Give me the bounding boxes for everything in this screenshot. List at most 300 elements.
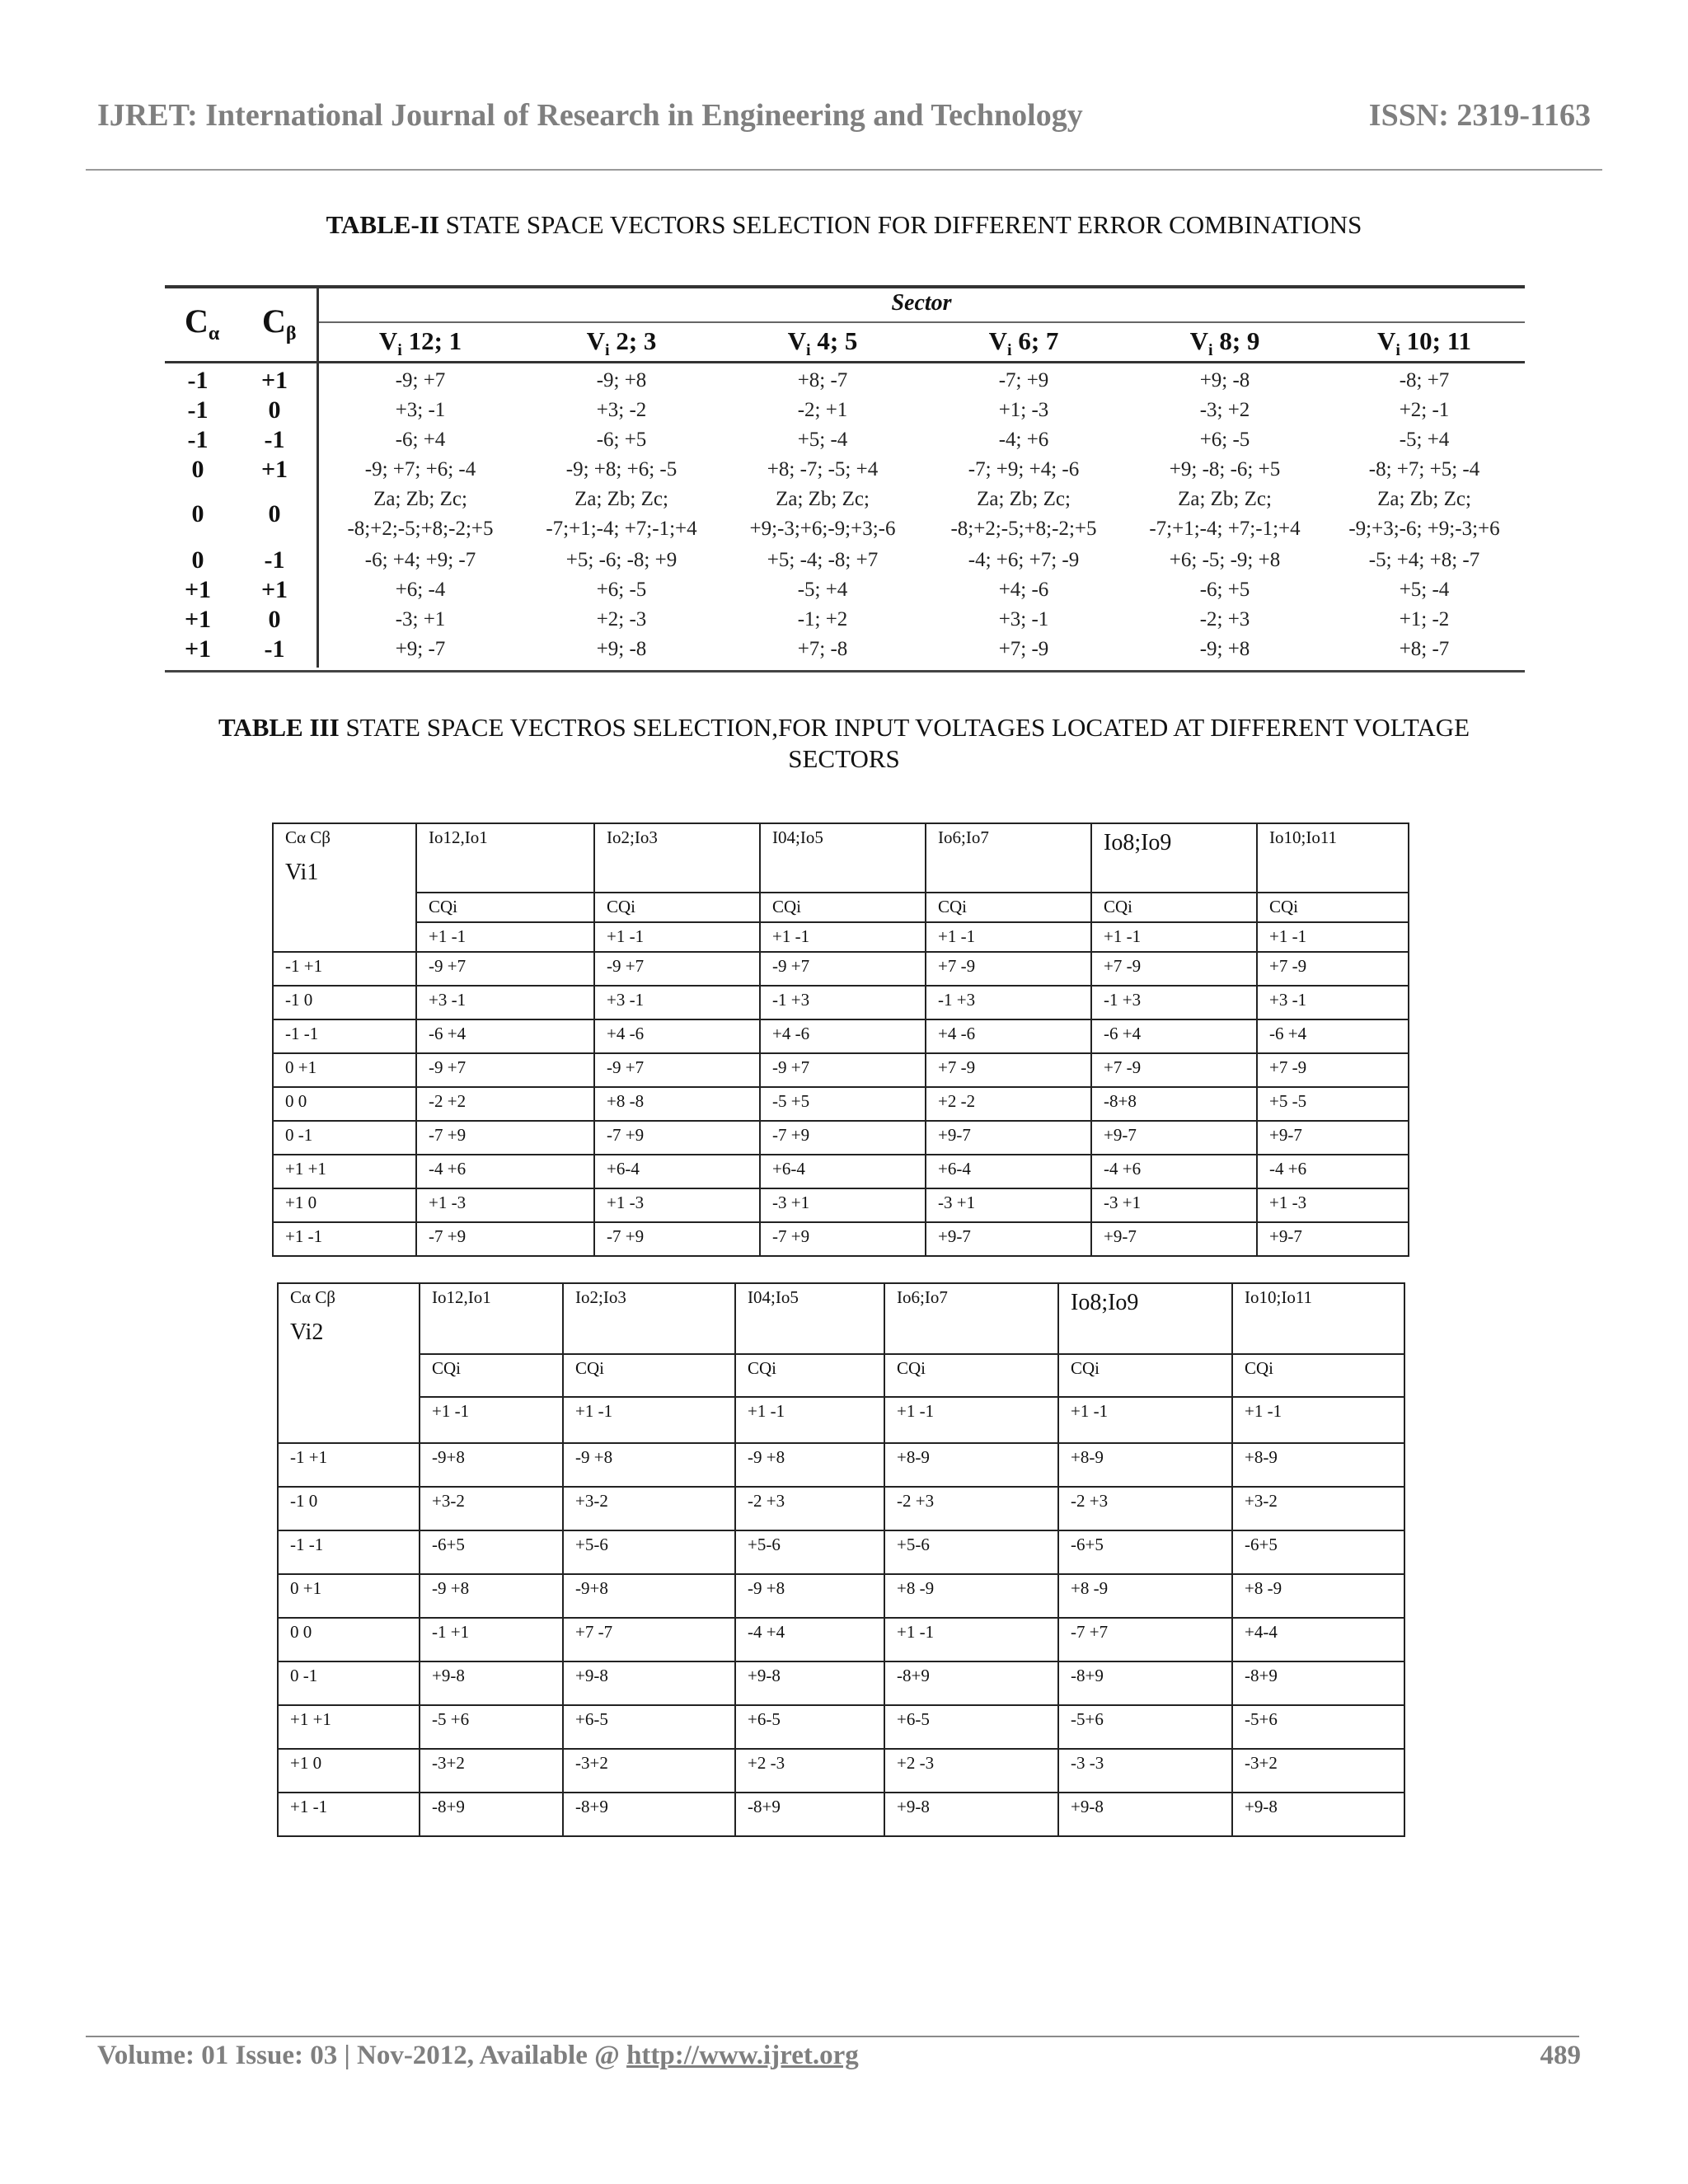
table-cell: -9; +8; +6; -5 <box>565 458 678 480</box>
table-cell: -8+9 <box>884 1661 1058 1705</box>
table-cell: +9-7 <box>1091 1222 1257 1256</box>
table-row <box>165 575 1525 604</box>
table-cell: +8 -9 <box>1232 1574 1404 1618</box>
table-row <box>278 1530 1404 1574</box>
table-cell: +7 -9 <box>926 1053 1091 1087</box>
cqi-cell: CQi <box>1091 893 1257 922</box>
table-cell: -9 +8 <box>420 1574 563 1618</box>
table-cell: +9; -8 <box>596 638 647 660</box>
table-cell: -8; +7 <box>1399 369 1450 391</box>
table-cell: -1 +3 <box>926 986 1091 1019</box>
table-cell: -3; +1 <box>395 608 446 630</box>
table-cell: -9; +7; +6; -4 <box>364 458 476 480</box>
table-cell: -5+6 <box>1232 1705 1404 1749</box>
table2-caption-text: STATE SPACE VECTORS SELECTION FOR DIFFERENT ERROR COMBINATIONS <box>438 210 1362 239</box>
table-cell: +9-7 <box>926 1222 1091 1256</box>
table-cell: -9+8 <box>563 1574 735 1618</box>
table-cell: +9-7 <box>1257 1121 1409 1155</box>
table2-sector-label: Sector <box>891 290 952 316</box>
table-cell: -3 +1 <box>760 1188 926 1222</box>
table2-bottom-rule <box>165 670 1525 673</box>
table-row <box>278 1661 1404 1705</box>
sign-cell: +1 -1 <box>1091 922 1257 952</box>
row-label: -1 +1 <box>273 952 416 986</box>
header-row <box>273 823 1409 893</box>
column-header: Io12,Io1 <box>416 823 594 893</box>
table-row <box>278 1443 1404 1487</box>
table-cell: -5; +4 <box>1399 429 1450 451</box>
table-cell: +2 -3 <box>884 1749 1058 1793</box>
row-label: 0 0 <box>273 1087 416 1121</box>
table-cell: -3 +1 <box>926 1188 1091 1222</box>
cqi-row <box>278 1354 1404 1397</box>
table-cell: +6; -4 <box>395 579 446 601</box>
table-cell: -2; +3 <box>1199 608 1250 630</box>
table-cell: -7 +9 <box>594 1121 760 1155</box>
table-cell: -2 +3 <box>1058 1487 1232 1530</box>
table-cell: Za; Zb; Zc; -7;+1;-4; +7;-1;+4 <box>1149 488 1301 540</box>
row-label: +1 +1 <box>278 1705 420 1749</box>
table-cell: +6-4 <box>594 1155 760 1188</box>
table-cell: -8; +7; +5; -4 <box>1368 458 1480 480</box>
cqi-cell: CQi <box>563 1354 735 1397</box>
table-cell: +9-8 <box>1058 1793 1232 1836</box>
corner-label: Cα Cβ <box>285 827 331 847</box>
table-cell: -3+2 <box>1232 1749 1404 1793</box>
table-cell: +1; -2 <box>1399 608 1450 630</box>
table-cell: -2 +3 <box>884 1487 1058 1530</box>
table-cell: +5; -4 <box>797 429 848 451</box>
column-header: Io8;Io9 <box>1058 1283 1232 1354</box>
table-cell: Za; Zb; Zc; +9;-3;+6;-9;+3;-6 <box>749 488 896 540</box>
cqi-row <box>273 893 1409 922</box>
table-row <box>273 1053 1409 1087</box>
footer-volume: Volume: 01 Issue: 03 | Nov-2012, Available @ http://www.ijret.org <box>97 2041 859 2070</box>
table-row <box>273 952 1409 986</box>
table3-vi2 <box>277 1282 1405 1837</box>
sign-cell: +1 -1 <box>735 1397 884 1443</box>
table-cell: +4; -6 <box>998 579 1049 601</box>
table-cell: +9-8 <box>884 1793 1058 1836</box>
table-cell: -9 +7 <box>416 952 594 986</box>
table-cell: -9 +8 <box>735 1574 884 1618</box>
row-label: -1 -1 <box>273 1019 416 1053</box>
table-cell: +5; -4; -8; +7 <box>767 549 879 571</box>
row-cbeta: -1 <box>264 426 285 453</box>
footer-divider <box>86 2036 1579 2037</box>
table-cell: -1 +3 <box>1091 986 1257 1019</box>
sign-cell: +1 -1 <box>416 922 594 952</box>
row-cbeta: -1 <box>264 635 285 663</box>
table-cell: +6; -5 <box>596 579 647 601</box>
table-cell: +8; -7; -5; +4 <box>767 458 879 480</box>
row-cbeta: 0 <box>268 500 281 527</box>
table-cell: +9-8 <box>563 1661 735 1705</box>
table-row <box>165 396 1525 424</box>
table-cell: +8-9 <box>1058 1443 1232 1487</box>
table-cell: -5 +6 <box>420 1705 563 1749</box>
row-calpha: 0 <box>191 546 204 574</box>
table-row <box>278 1705 1404 1749</box>
table-cell: -8+9 <box>420 1793 563 1836</box>
table-cell: -1 +1 <box>420 1618 563 1661</box>
sign-row <box>278 1397 1404 1443</box>
table-cell: +7 -9 <box>1091 1053 1257 1087</box>
sign-cell: +1 -1 <box>563 1397 735 1443</box>
sign-cell: +1 -1 <box>1232 1397 1404 1443</box>
table2 <box>165 285 1525 673</box>
table-cell: +4 -6 <box>760 1019 926 1053</box>
row-label: -1 +1 <box>278 1443 420 1487</box>
table-cell: +5-6 <box>735 1530 884 1574</box>
table-cell: -7; +9; +4; -6 <box>968 458 1080 480</box>
table-cell: -6 +4 <box>1257 1019 1409 1053</box>
table-cell: -8+9 <box>735 1793 884 1836</box>
table-row <box>273 1188 1409 1222</box>
table-cell: +9; -7 <box>395 638 446 660</box>
table3-caption-label: TABLE III <box>218 713 340 742</box>
row-label: 0 -1 <box>278 1661 420 1705</box>
table-cell: +3-2 <box>1232 1487 1404 1530</box>
table-cell: -9 +7 <box>760 952 926 986</box>
table-row <box>273 1121 1409 1155</box>
cqi-cell: CQi <box>1232 1354 1404 1397</box>
table-cell: -4; +6; +7; -9 <box>968 549 1080 571</box>
row-calpha: 0 <box>191 456 204 483</box>
table-cell: -3+2 <box>563 1749 735 1793</box>
table3-caption <box>124 712 1564 775</box>
table-cell: +3-2 <box>420 1487 563 1530</box>
table-cell: Za; Zb; Zc; -7;+1;-4; +7;-1;+4 <box>546 488 697 540</box>
table-cell: +8 -9 <box>884 1574 1058 1618</box>
sign-cell: +1 -1 <box>760 922 926 952</box>
table2-sector-col-1: $V_i$ 12; 1 <box>378 326 462 360</box>
column-header: Io10;Io11 <box>1232 1283 1404 1354</box>
table-row <box>273 986 1409 1019</box>
table-cell: +4 -6 <box>926 1019 1091 1053</box>
table2-caption-label: TABLE-II <box>326 210 439 239</box>
table2-sector-col-2: $V_i$ 2; 3 <box>586 326 657 360</box>
table-cell: -7 +9 <box>760 1222 926 1256</box>
column-header: Io2;Io3 <box>594 823 760 893</box>
table-cell: -3; +2 <box>1199 399 1250 421</box>
row-label: -1 0 <box>278 1487 420 1530</box>
table3-caption-line2: SECTORS <box>788 744 900 773</box>
table-cell: -9 +7 <box>416 1053 594 1087</box>
table-cell: +6-5 <box>735 1705 884 1749</box>
table-row <box>165 546 1525 574</box>
table-cell: -8+9 <box>1058 1661 1232 1705</box>
corner-cell <box>273 823 416 952</box>
row-calpha: -1 <box>187 367 209 394</box>
column-header: Io2;Io3 <box>563 1283 735 1354</box>
table-cell: Za; Zb; Zc; -9;+3;-6; +9;-3;+6 <box>1348 488 1500 540</box>
sign-cell: +1 -1 <box>884 1397 1058 1443</box>
row-calpha: +1 <box>184 606 212 633</box>
table-cell: +6-4 <box>760 1155 926 1188</box>
table-cell: +1 -3 <box>594 1188 760 1222</box>
table-cell: +9; -8; -6; +5 <box>1169 458 1281 480</box>
table-cell: +5-6 <box>563 1530 735 1574</box>
table-cell: -1 +3 <box>760 986 926 1019</box>
table-cell: -4 +6 <box>416 1155 594 1188</box>
table-cell: +5-6 <box>884 1530 1058 1574</box>
table-row <box>273 1087 1409 1121</box>
table-cell: -9+8 <box>420 1443 563 1487</box>
column-header: Io10;Io11 <box>1257 823 1409 893</box>
table-cell: +4 -6 <box>594 1019 760 1053</box>
row-label: -1 -1 <box>278 1530 420 1574</box>
table-cell: +5 -5 <box>1257 1087 1409 1121</box>
sign-row <box>273 922 1409 952</box>
table-cell: +6-5 <box>884 1705 1058 1749</box>
table-cell: +2; -1 <box>1399 399 1450 421</box>
row-calpha: -1 <box>187 426 209 453</box>
table-cell: +6-4 <box>926 1155 1091 1188</box>
table-cell: -5; +4 <box>797 579 848 601</box>
table-cell: -7 +9 <box>760 1121 926 1155</box>
table-cell: -2 +3 <box>735 1487 884 1530</box>
table-cell: +9-8 <box>735 1661 884 1705</box>
table-cell: +5; -6; -8; +9 <box>565 549 678 571</box>
table-cell: -2; +1 <box>797 399 848 421</box>
table-cell: -9; +7 <box>395 369 446 391</box>
page-number: 489 <box>1540 2041 1581 2070</box>
table-cell: +7 -9 <box>926 952 1091 986</box>
row-label: 0 0 <box>278 1618 420 1661</box>
table-cell: -3 -3 <box>1058 1749 1232 1793</box>
table-cell: -7 +9 <box>416 1121 594 1155</box>
table-cell: +8-9 <box>1232 1443 1404 1487</box>
table-cell: -6 +4 <box>1091 1019 1257 1053</box>
table-cell: -9; +8 <box>1199 638 1250 660</box>
table-cell: +3 -1 <box>1257 986 1409 1019</box>
row-label: -1 0 <box>273 986 416 1019</box>
cqi-cell: CQi <box>884 1354 1058 1397</box>
table-cell: -6; +4 <box>395 429 446 451</box>
cqi-cell: CQi <box>1058 1354 1232 1397</box>
table-cell: -4 +4 <box>735 1618 884 1661</box>
journal-title: IJRET: International Journal of Research in Engineering and Technology <box>97 98 1083 133</box>
sign-cell: +1 -1 <box>420 1397 563 1443</box>
table-row <box>273 1155 1409 1188</box>
table-cell: +8; -7 <box>1399 638 1450 660</box>
column-header: I04;Io5 <box>760 823 926 893</box>
table-cell: -2 +2 <box>416 1087 594 1121</box>
table-row <box>165 485 1525 544</box>
table-cell: -9 +8 <box>735 1443 884 1487</box>
table-cell: -8+9 <box>563 1793 735 1836</box>
table-cell: +3 -1 <box>416 986 594 1019</box>
table2-sector-col-5: $V_i$ 8; 9 <box>1189 326 1260 360</box>
table2-header-rule <box>165 361 1525 363</box>
table-cell: +5; -4 <box>1399 579 1450 601</box>
cqi-cell: CQi <box>760 893 926 922</box>
table-row <box>278 1487 1404 1530</box>
row-label: +1 +1 <box>273 1155 416 1188</box>
table3-vi1 <box>272 823 1409 1257</box>
table-cell: Za; Zb; Zc; -8;+2;-5;+8;-2;+5 <box>347 488 494 540</box>
column-header: Io12,Io1 <box>420 1283 563 1354</box>
row-label: +1 0 <box>273 1188 416 1222</box>
table-cell: +2 -3 <box>735 1749 884 1793</box>
journal-link[interactable]: http://www.ijret.org <box>626 2041 859 2070</box>
column-header: Io6;Io7 <box>926 823 1091 893</box>
table-cell: +2; -3 <box>596 608 647 630</box>
row-label: +1 -1 <box>273 1222 416 1256</box>
table-row <box>165 425 1525 454</box>
table-row <box>278 1574 1404 1618</box>
vi-label: Vi1 <box>285 860 319 885</box>
table-cell: -9 +7 <box>594 1053 760 1087</box>
table-cell: +8; -7 <box>797 369 848 391</box>
table-cell: +1 -3 <box>416 1188 594 1222</box>
row-label: +1 0 <box>278 1749 420 1793</box>
table-cell: -6; +4; +9; -7 <box>364 549 476 571</box>
table-cell: +7 -9 <box>1091 952 1257 986</box>
table-cell: +8 -9 <box>1058 1574 1232 1618</box>
table-cell: -1; +2 <box>797 608 848 630</box>
table-cell: -6+5 <box>1232 1530 1404 1574</box>
table-cell: -3+2 <box>420 1749 563 1793</box>
table-cell: -4 +6 <box>1091 1155 1257 1188</box>
table-cell: +9-7 <box>1091 1121 1257 1155</box>
table-cell: +3; -1 <box>395 399 446 421</box>
row-cbeta: +1 <box>260 456 288 483</box>
issn: ISSN: 2319-1163 <box>1368 98 1591 133</box>
cqi-cell: CQi <box>420 1354 563 1397</box>
table2-sector-col-3: $V_i$ 4; 5 <box>787 326 858 360</box>
sign-cell: +1 -1 <box>1257 922 1409 952</box>
table-cell: -9 +7 <box>760 1053 926 1087</box>
table-cell: -4; +6 <box>998 429 1049 451</box>
row-calpha: 0 <box>191 500 204 527</box>
table-cell: +1 -3 <box>1257 1188 1409 1222</box>
row-calpha: +1 <box>184 576 212 603</box>
row-label: +1 -1 <box>278 1793 420 1836</box>
column-header: Io8;Io9 <box>1091 823 1257 893</box>
table-cell: -6 +4 <box>416 1019 594 1053</box>
table-cell: -9; +8 <box>596 369 647 391</box>
table2-top-rule <box>165 285 1525 288</box>
row-cbeta: +1 <box>260 576 288 603</box>
table-row <box>278 1749 1404 1793</box>
row-cbeta: 0 <box>268 396 281 424</box>
corner-cell <box>278 1283 420 1443</box>
table-cell: -9 +8 <box>563 1443 735 1487</box>
table-cell: -3 +1 <box>1091 1188 1257 1222</box>
table-row <box>273 1222 1409 1256</box>
column-header: I04;Io5 <box>735 1283 884 1354</box>
header-divider <box>86 169 1602 171</box>
table-cell: -6; +5 <box>1199 579 1250 601</box>
row-label: 0 -1 <box>273 1121 416 1155</box>
sign-cell: +1 -1 <box>594 922 760 952</box>
table2-caption <box>124 209 1564 241</box>
table-cell: -7 +9 <box>416 1222 594 1256</box>
row-cbeta: -1 <box>264 546 285 574</box>
table-cell: +9-8 <box>420 1661 563 1705</box>
table2-col-calpha: $C_\alpha$ <box>185 302 220 344</box>
sign-cell: +1 -1 <box>926 922 1091 952</box>
cqi-cell: CQi <box>1257 893 1409 922</box>
table-cell: +8-9 <box>884 1443 1058 1487</box>
table-cell: +7; -9 <box>998 638 1049 660</box>
table-cell: +7 -7 <box>563 1618 735 1661</box>
column-header: Io6;Io7 <box>884 1283 1058 1354</box>
table-cell: -5+6 <box>1058 1705 1232 1749</box>
table-cell: -5 +5 <box>760 1087 926 1121</box>
table-row <box>273 1019 1409 1053</box>
table-cell: +1 -1 <box>884 1618 1058 1661</box>
table-cell: -6+5 <box>1058 1530 1232 1574</box>
table-cell: +9-7 <box>1257 1222 1409 1256</box>
running-header <box>97 97 1591 134</box>
table-cell: +7 -9 <box>1257 952 1409 986</box>
table-cell: -7; +9 <box>998 369 1049 391</box>
table-row <box>165 605 1525 634</box>
table-cell: -9 +7 <box>594 952 760 986</box>
row-label: 0 +1 <box>273 1053 416 1087</box>
row-calpha: +1 <box>184 635 212 663</box>
table-cell: +6; -5; -9; +8 <box>1169 549 1281 571</box>
cqi-cell: CQi <box>926 893 1091 922</box>
cqi-cell: CQi <box>594 893 760 922</box>
row-cbeta: +1 <box>260 367 288 394</box>
table-cell: +9; -8 <box>1199 369 1250 391</box>
table-cell: +6; -5 <box>1199 429 1250 451</box>
table-cell: +6-5 <box>563 1705 735 1749</box>
table2-sector-col-4: $V_i$ 6; 7 <box>988 326 1059 360</box>
table-cell: +4-4 <box>1232 1618 1404 1661</box>
table-cell: -5; +4; +8; -7 <box>1368 549 1480 571</box>
vi-label: Vi2 <box>290 1319 324 1345</box>
table-cell: -8+9 <box>1232 1661 1404 1705</box>
row-calpha: -1 <box>187 396 209 424</box>
corner-label: Cα Cβ <box>290 1287 335 1307</box>
table-cell: +3; -2 <box>596 399 647 421</box>
sign-cell: +1 -1 <box>1058 1397 1232 1443</box>
table-cell: +3-2 <box>563 1487 735 1530</box>
table2-sector-col-6: $V_i$ 10; 11 <box>1376 326 1472 360</box>
table-cell: -8+8 <box>1091 1087 1257 1121</box>
table-cell: +9-7 <box>926 1121 1091 1155</box>
table-cell: +3 -1 <box>594 986 760 1019</box>
table-row <box>278 1793 1404 1836</box>
table-cell: +9-8 <box>1232 1793 1404 1836</box>
table2-col-cbeta: $C_\beta$ <box>262 302 297 344</box>
table-cell: -7 +7 <box>1058 1618 1232 1661</box>
running-footer <box>97 2041 1581 2071</box>
table-cell: -6+5 <box>420 1530 563 1574</box>
header-row <box>278 1283 1404 1354</box>
table-cell: -7 +9 <box>594 1222 760 1256</box>
table-cell: +1; -3 <box>998 399 1049 421</box>
table-row <box>165 455 1525 484</box>
table-cell: +7; -8 <box>797 638 848 660</box>
cqi-cell: CQi <box>416 893 594 922</box>
table-cell: +2 -2 <box>926 1087 1091 1121</box>
row-cbeta: 0 <box>268 606 281 633</box>
row-label: 0 +1 <box>278 1574 420 1618</box>
table-row <box>165 635 1525 663</box>
table2-sector-rule <box>318 321 1525 323</box>
table-cell: -6; +5 <box>596 429 647 451</box>
cqi-cell: CQi <box>735 1354 884 1397</box>
table-cell: +3; -1 <box>998 608 1049 630</box>
table-cell: Za; Zb; Zc; -8;+2;-5;+8;-2;+5 <box>950 488 1097 540</box>
table-cell: +8 -8 <box>594 1087 760 1121</box>
